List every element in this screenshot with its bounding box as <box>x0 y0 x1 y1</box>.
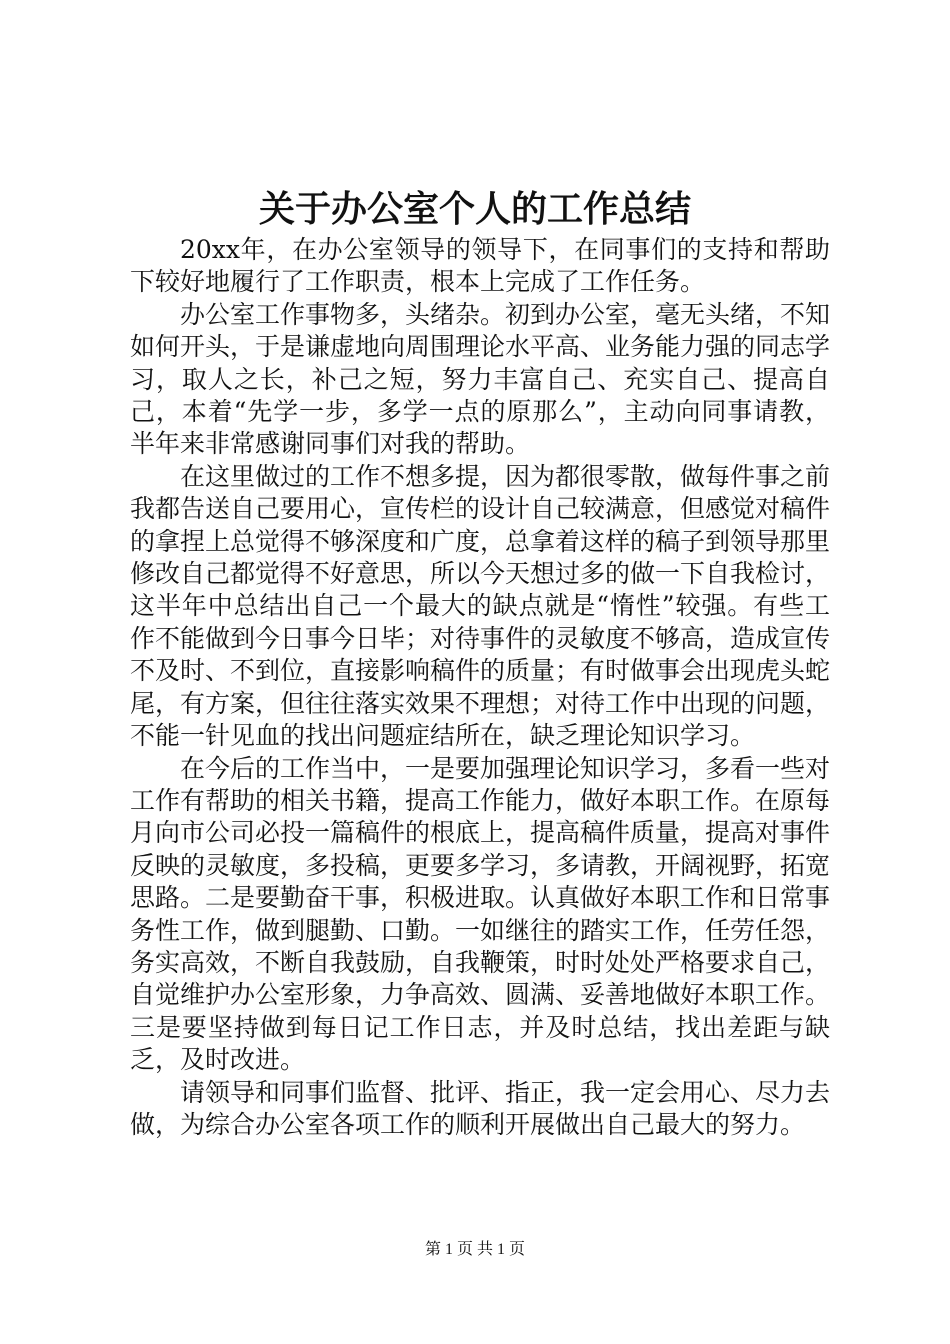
paragraph-1: 20xx年，在办公室领导的领导下，在同事们的支持和帮助下较好地履行了工作职责，根本上完成了工作任务。 <box>130 235 830 297</box>
paragraph-2: 办公室工作事物多，头绪杂。初到办公室，毫无头绪，不知如何开头，于是谦虚地向周围理论水平高、业务能力强的同志学习，取人之长，补己之短，努力丰富自己、充实自己、提高自己，本着“先学一步，多学一点的原那么”，主动向同事请教，半年来非常感谢同事们对我的帮助。 <box>130 299 831 459</box>
paragraph-5: 请领导和同事们监督、批评、指正，我一定会用心、尽力去做，为综合办公室各项工作的顺利开展做出自己最大的努力。 <box>130 1077 831 1139</box>
page-footer: 第 1 页 共 1 页 <box>424 1241 525 1258</box>
paragraph-3: 在这里做过的工作不想多提，因为都很零散，做每件事之前我都告送自己要用心，宣传栏的设计自己较满意，但感觉对稿件的拿捏上总觉得不够深度和广度，总拿着这样的稿子到领导那里修改自己都觉得不好意思，所以今天想过多的做一下自我检讨，这半年中总结出自己一个最大的缺点就是“惰性”较强。有些工作不能做到今日事今日毕；对待事件的灵敏度不够高，造成宣传不及时、不到位，直接影响稿件的质量；有时做事会出现虎头蛇尾，有方案，但往往落实效果不理想；对待工作中出现的问题，不能一针见血的找出问题症结所在，缺乏理论知识学习。 <box>130 461 831 751</box>
document-title: 关于办公室个人的工作总结 <box>258 188 691 230</box>
paragraph-4: 在今后的工作当中，一是要加强理论知识学习，多看一些对工作有帮助的相关书籍，提高工作能力，做好本职工作。在原每月向市公司必投一篇稿件的根底上，提高稿件质量，提高对事件反映的灵敏度，多投稿，更要多学习，多请教，开阔视野，拓宽思路。二是要勤奋干事，积极进取。认真做好本职工作和日常事务性工作，做到腿勤、口勤。一如继往的踏实工作，任劳任怨，务实高效，不断自我鼓励，自我鞭策，时时处处严格要求自己，自觉维护办公室形象，力争高效、圆满、妥善地做好本职工作。三是要坚持做到每日记工作日志，并及时总结，找出差距与缺乏，及时改进。 <box>130 753 831 1075</box>
document-body <box>130 234 830 1141</box>
